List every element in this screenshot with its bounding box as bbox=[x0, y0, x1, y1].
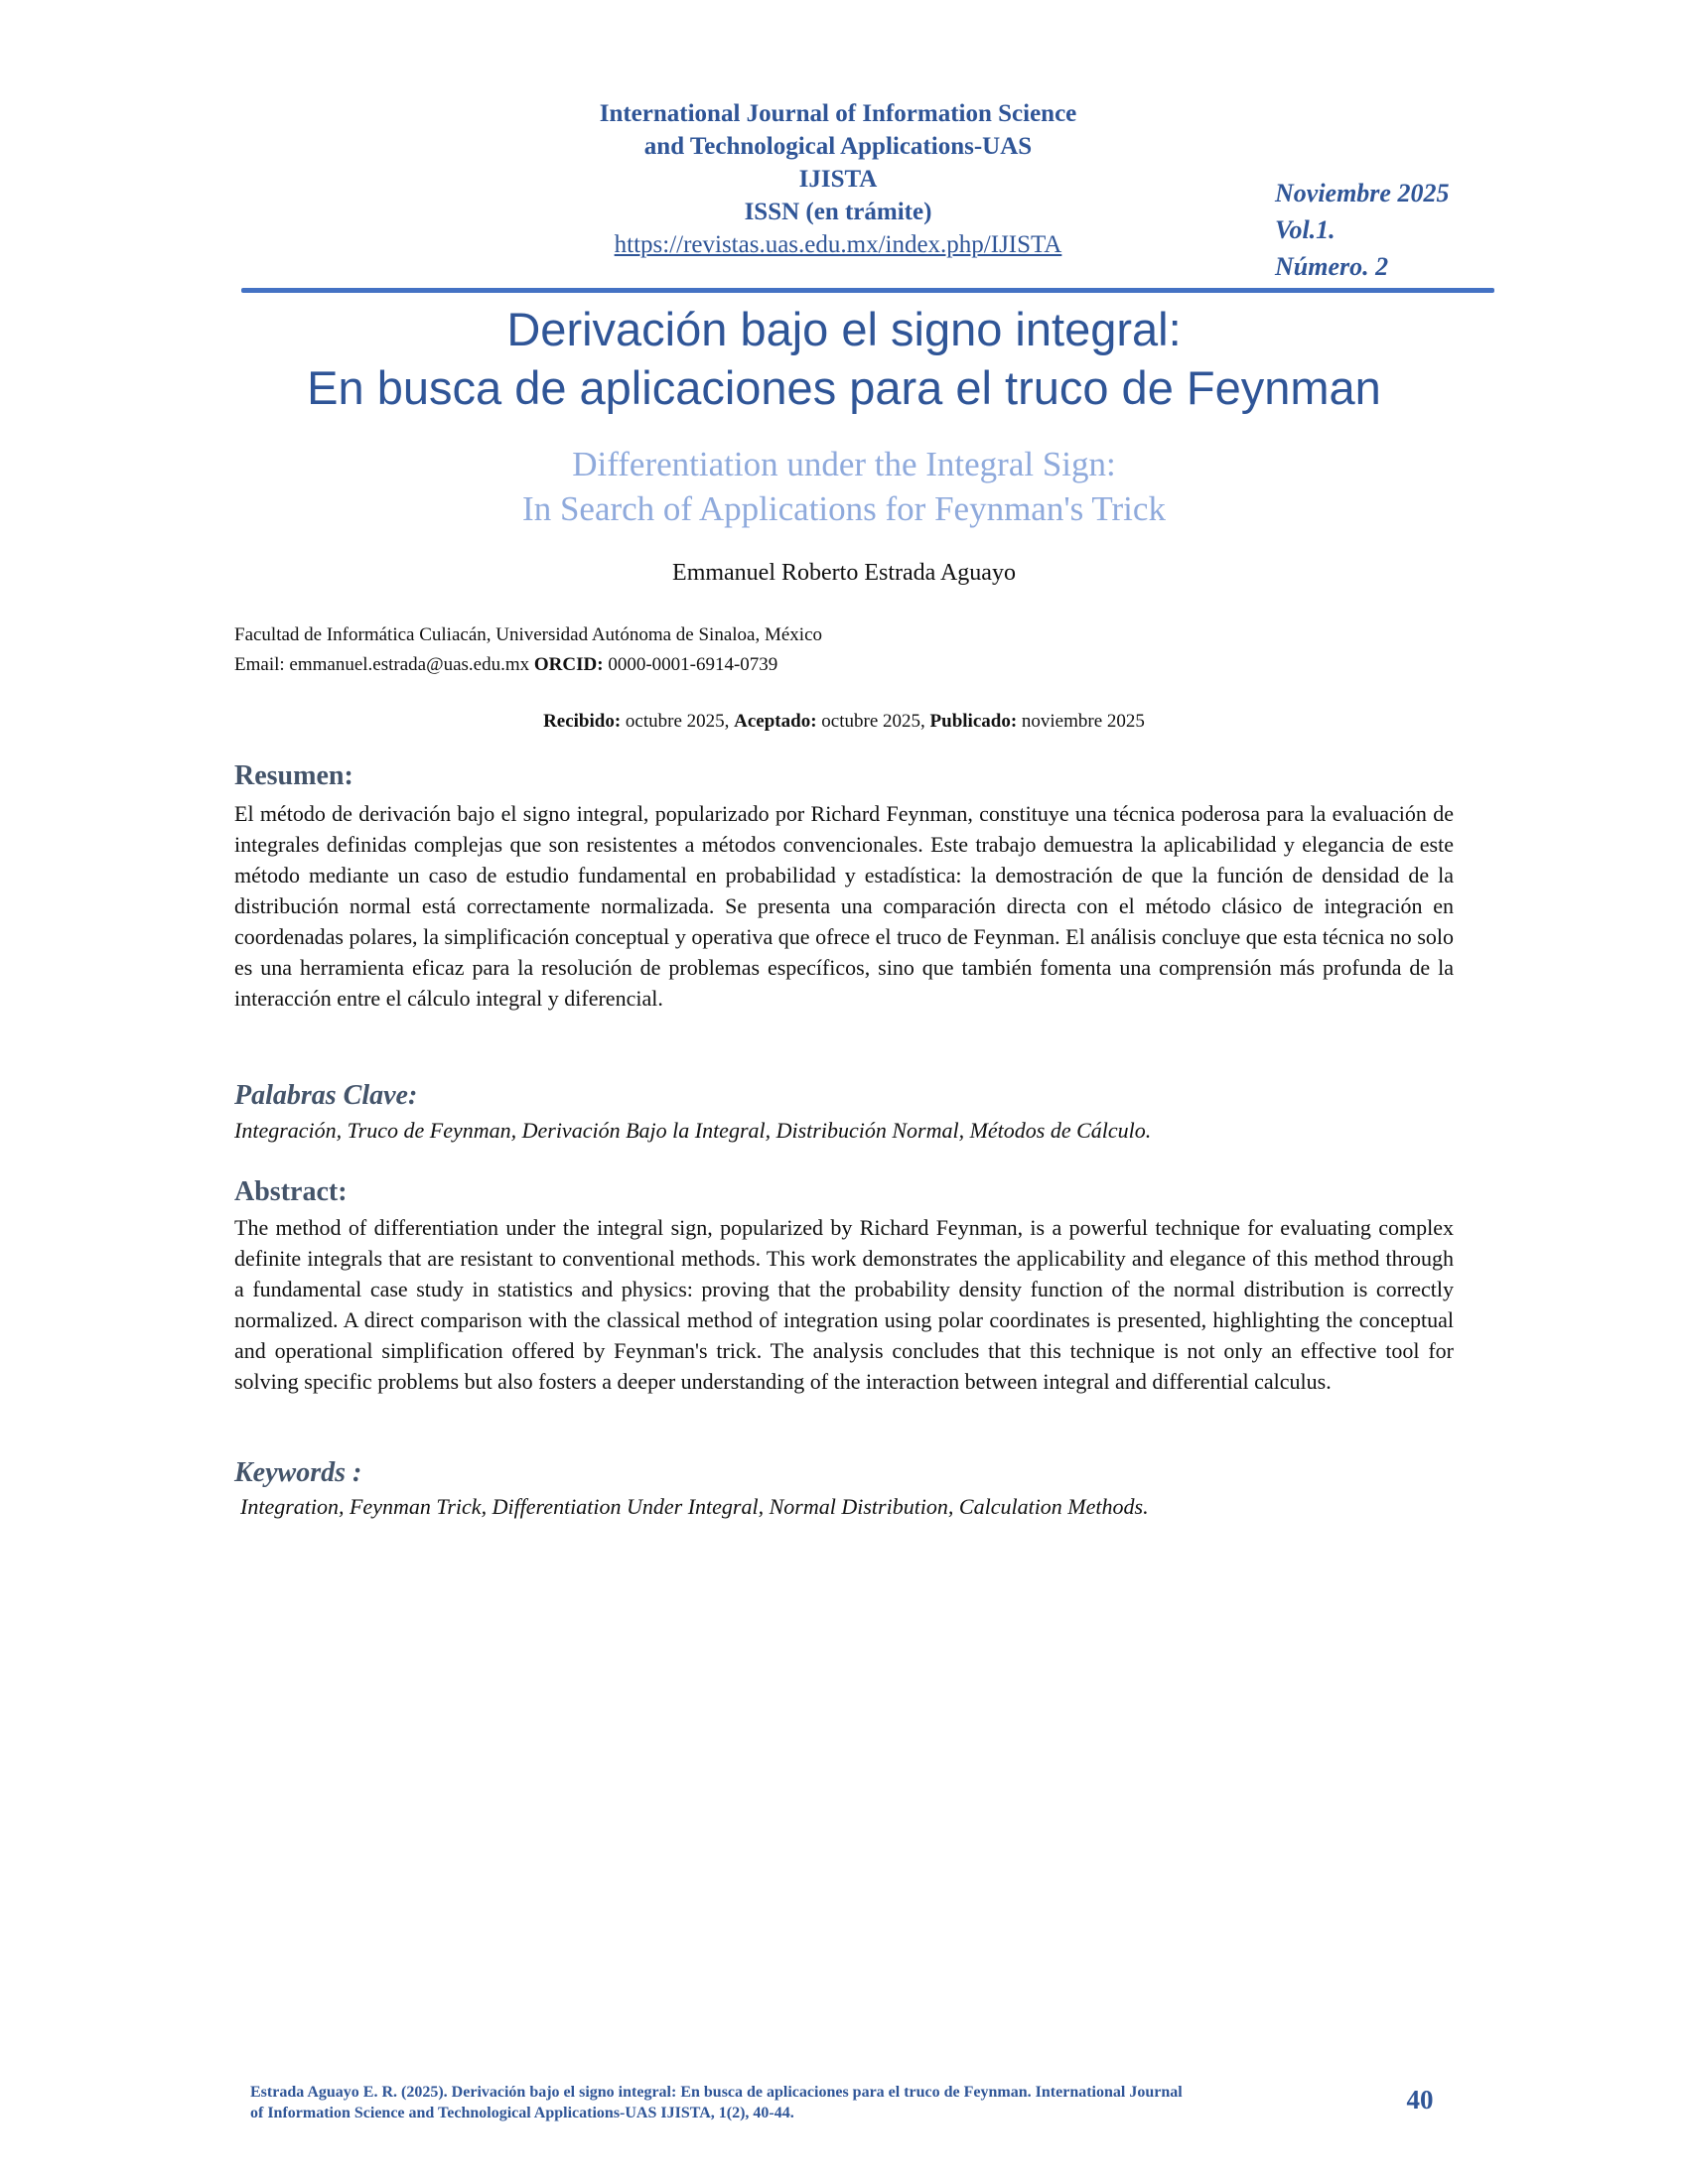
issue-date: Noviembre 2025 bbox=[1275, 179, 1450, 207]
title-english bbox=[199, 442, 1489, 531]
email-label: Email: bbox=[234, 654, 285, 675]
citation-line2: of Information Science and Technological Applications-UAS IJISTA, 1(2), 40-44. bbox=[250, 2105, 794, 2121]
header-divider bbox=[241, 288, 1494, 293]
resumen-text: El método de derivación bajo el signo integral, popularizado por Richard Feynman, constituye una técnica poderosa para la evaluación de integrales definidas complejas que son resistentes a métodos convencionales. Este trabajo demuestra la aplicabilidad y elegancia de este método mediante un caso de estudio fundamental en probabilidad y estadística: la demostración de que la función de densidad de la distribución normal está correctamente normalizada. Se presenta una comparación directa con el método clásico de integración en coordenadas polares, la simplificación conceptual y operativa que ofrece el truco de Feynman. El análisis concluye que esta técnica no solo es una herramienta eficaz para la resolución de problemas específicos, sino que también fomenta una comprensión más profunda de la interacción entre el cálculo integral y diferencial. bbox=[234, 801, 1454, 1011]
footer-citation bbox=[250, 2082, 1382, 2123]
palabras-clave-text: Integración, Truco de Feynman, Derivación Bajo la Integral, Distribución Normal, Métodos de Cálculo. bbox=[234, 1118, 1152, 1143]
accepted-value: octubre 2025, bbox=[821, 711, 925, 732]
journal-header bbox=[437, 97, 1239, 261]
contact-line bbox=[234, 650, 1426, 680]
affiliation: Facultad de Informática Culiacán, Universidad Autónoma de Sinaloa, México bbox=[234, 624, 822, 645]
abstract-text: The method of differentiation under the integral sign, popularized by Richard Feynman, is a powerful technique for evaluating complex definite integrals that are resistant to conventional methods. This work demonstrates the applicability and elegance of this method through a fundamental case study in statistics and physics: proving that the probability density function of the normal distribution is correctly normalized. A direct comparison with the classical method of integration using polar coordinates is presented, highlighting the conceptual and operational simplification offered by Feynman's trick. The analysis concludes that this technique is not only an effective tool for solving specific problems but also fosters a deeper understanding of the interaction between integral and differential calculus. bbox=[234, 1215, 1454, 1394]
journal-name-line1: International Journal of Information Science bbox=[599, 100, 1077, 127]
accepted-label: Aceptado: bbox=[734, 711, 817, 732]
author-name: Emmanuel Roberto Estrada Aguayo bbox=[672, 560, 1016, 586]
issue-info bbox=[1275, 175, 1533, 285]
keywords-heading: Keywords : bbox=[234, 1457, 362, 1488]
palabras-clave-heading: Palabras Clave: bbox=[234, 1080, 418, 1111]
title-spanish bbox=[199, 300, 1489, 417]
journal-name-line2: and Technological Applications-UAS bbox=[643, 133, 1033, 160]
orcid-label: ORCID: bbox=[533, 654, 604, 675]
orcid-value: 0000-0001-6914-0739 bbox=[608, 654, 778, 675]
journal-url-link[interactable]: https://revistas.uas.edu.mx/index.php/IJISTA bbox=[614, 231, 1062, 258]
keywords-text: Integration, Feynman Trick, Differentiation Under Integral, Normal Distribution, Calculation Methods. bbox=[240, 1494, 1149, 1519]
received-value: octubre 2025, bbox=[625, 711, 730, 732]
email-value: emmanuel.estrada@uas.edu.mx bbox=[289, 654, 530, 675]
title-es-line1: Derivación bajo el signo integral: bbox=[506, 303, 1182, 355]
published-value: noviembre 2025 bbox=[1021, 711, 1145, 732]
resumen-heading: Resumen: bbox=[234, 760, 353, 791]
journal-acronym: IJISTA bbox=[798, 166, 878, 193]
title-es-line2: En busca de aplicaciones para el truco de Feynman bbox=[307, 361, 1381, 414]
citation-line1: Estrada Aguayo E. R. (2025). Derivación bajo el signo integral: En busca de aplicaciones para el truco de Feynman. International Journal bbox=[250, 2084, 1183, 2101]
abstract-heading: Abstract: bbox=[234, 1176, 348, 1207]
title-en-line2: In Search of Applications for Feynman's Trick bbox=[522, 489, 1166, 528]
issue-number: Número. 2 bbox=[1275, 252, 1389, 281]
received-label: Recibido: bbox=[543, 711, 622, 732]
journal-issn: ISSN (en trámite) bbox=[744, 199, 932, 225]
author-affiliation-block bbox=[234, 620, 1426, 680]
published-label: Publicado: bbox=[929, 711, 1018, 732]
issue-volume: Vol.1. bbox=[1275, 215, 1336, 244]
publication-dates bbox=[199, 708, 1489, 736]
page-number: 40 bbox=[1406, 2085, 1434, 2115]
title-en-line1: Differentiation under the Integral Sign: bbox=[572, 445, 1116, 483]
